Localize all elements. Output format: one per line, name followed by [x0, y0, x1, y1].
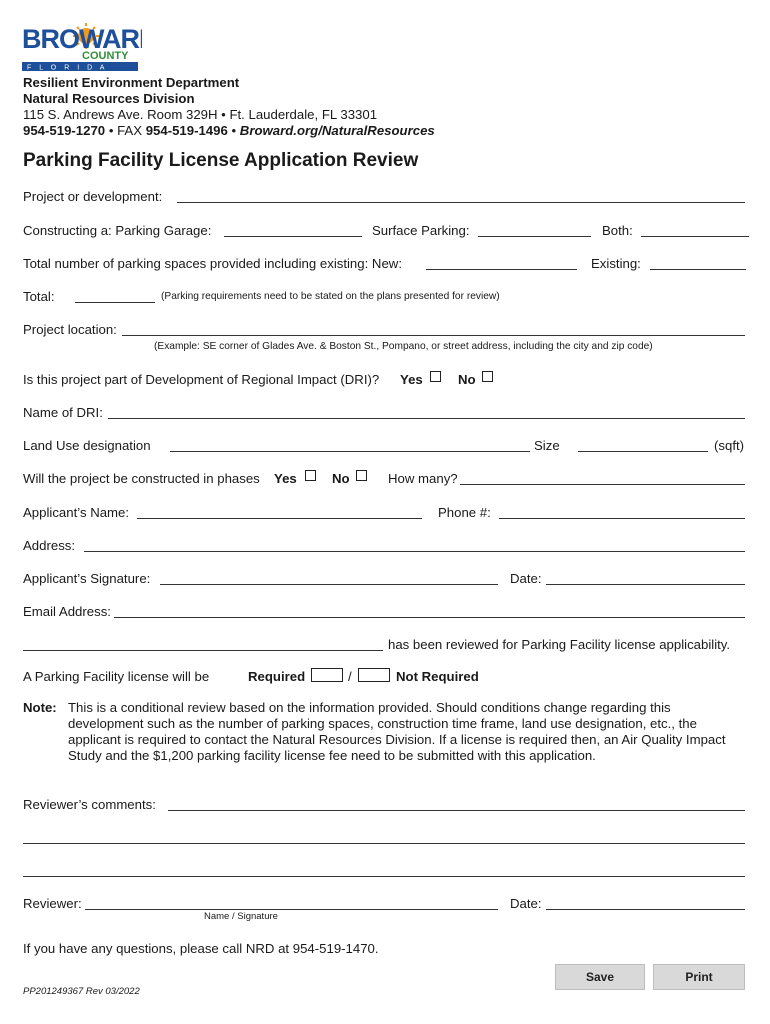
applicant-date-label: Date: — [510, 571, 542, 586]
parking-garage-label: Constructing a: Parking Garage: — [23, 223, 212, 238]
phone-label: Phone #: — [438, 505, 491, 520]
contact-line — [23, 123, 435, 138]
applicant-date-field[interactable] — [546, 584, 745, 585]
print-button[interactable]: Print — [653, 964, 745, 990]
project-field[interactable] — [177, 202, 745, 203]
reviewed-project-field[interactable] — [23, 650, 383, 651]
total-label: Total: — [23, 289, 55, 304]
fax-number: 954-519-1496 — [145, 123, 228, 138]
required-label: Required — [248, 669, 306, 684]
reviewer-date-label: Date: — [510, 896, 542, 911]
address-field[interactable] — [84, 551, 745, 552]
web-separator: • — [231, 123, 237, 138]
dri-no-label: No — [458, 372, 476, 387]
broward-county-logo — [22, 22, 142, 72]
location-example: (Example: SE corner of Glades Ave. & Boston St., Pompano, or street address, including the city and zip code) — [154, 341, 653, 352]
location-field[interactable] — [122, 335, 745, 336]
reviewer-comments-field-3[interactable] — [23, 876, 745, 877]
applicant-name-label: Applicant’s Name: — [23, 505, 130, 520]
land-use-label: Land Use designation — [23, 438, 151, 453]
logo-county: COUNTY — [82, 50, 129, 62]
phases-no-label: No — [332, 471, 350, 486]
parking-garage-field[interactable] — [224, 236, 362, 237]
phone-field[interactable] — [499, 518, 745, 519]
how-many-label: How many? — [388, 471, 458, 486]
dri-name-label: Name of DRI: — [23, 405, 103, 420]
applicant-name-field[interactable] — [137, 518, 422, 519]
reviewer-date-field[interactable] — [546, 909, 745, 910]
address-label: Address: — [23, 538, 76, 553]
location-label: Project location: — [23, 322, 117, 337]
save-button[interactable]: Save — [555, 964, 645, 990]
required-slash: / — [348, 669, 352, 684]
email-field[interactable] — [114, 617, 745, 618]
department-name: Resilient Environment Department — [23, 75, 240, 90]
reviewer-comments-field-2[interactable] — [23, 843, 745, 844]
surface-parking-field[interactable] — [478, 236, 591, 237]
sqft-unit: (sqft) — [714, 438, 745, 453]
dri-question: Is this project part of Development of Regional Impact (DRI)? — [23, 372, 380, 387]
project-label: Project or development: — [23, 189, 163, 204]
reviewer-comments-field-1[interactable] — [168, 810, 745, 811]
office-address: 115 S. Andrews Ave. Room 329H • Ft. Lauderdale, FL 33301 — [23, 107, 378, 122]
logo-state: F L O R I D A — [27, 64, 108, 72]
form-id: PP201249367 Rev 03/2022 — [23, 986, 140, 997]
both-field[interactable] — [641, 236, 749, 237]
page-title: Parking Facility License Application Review — [23, 150, 419, 171]
how-many-field[interactable] — [460, 484, 745, 485]
phases-question: Will the project be constructed in phases — [23, 471, 260, 486]
applicant-signature-field[interactable] — [160, 584, 498, 585]
not-required-label: Not Required — [396, 669, 479, 684]
existing-field[interactable] — [650, 269, 746, 270]
note-text: This is a conditional review based on the information provided. Should conditions change regarding this development such as the number of parking spaces, construction time frame, land use designation, etc., the applicant is required to contact the Natural Resources Division. If a license is required then, an Air Quality Impact Study and the $1,200 parking facility license fee need to be submitted with this application. — [68, 700, 726, 763]
reviewer-field[interactable] — [85, 909, 498, 910]
fax-prefix: • FAX — [108, 123, 143, 138]
note-label: Note: — [23, 700, 57, 715]
questions-text: If you have any questions, please call NRD at 954-519-1470. — [23, 941, 379, 956]
land-use-field[interactable] — [170, 451, 530, 452]
not-required-checkbox[interactable] — [358, 668, 390, 682]
website-link[interactable]: Broward.org/NaturalResources — [239, 123, 435, 138]
size-field[interactable] — [578, 451, 708, 452]
surface-parking-label: Surface Parking: — [372, 223, 470, 238]
new-spaces-field[interactable] — [426, 269, 577, 270]
reviewer-comments-label: Reviewer’s comments: — [23, 797, 156, 812]
license-will-be-label: A Parking Facility license will be — [23, 669, 210, 684]
total-field[interactable] — [75, 302, 155, 303]
phases-yes-label: Yes — [274, 471, 297, 486]
phases-no-checkbox[interactable] — [356, 470, 367, 481]
division-name: Natural Resources Division — [23, 91, 195, 106]
logo-word: BROWAR — [22, 24, 139, 54]
reviewer-label: Reviewer: — [23, 896, 82, 911]
both-label: Both: — [602, 223, 633, 238]
required-checkbox[interactable] — [311, 668, 343, 682]
email-label: Email Address: — [23, 604, 111, 619]
dri-yes-checkbox[interactable] — [430, 371, 441, 382]
dri-name-field[interactable] — [108, 418, 745, 419]
total-note: (Parking requirements need to be stated on the plans presented for review) — [161, 291, 500, 302]
phases-yes-checkbox[interactable] — [305, 470, 316, 481]
size-label: Size — [534, 438, 560, 453]
reviewed-statement: has been reviewed for Parking Facility license applicability. — [388, 637, 731, 652]
existing-label: Existing: — [591, 256, 641, 271]
dri-yes-label: Yes — [400, 372, 423, 387]
name-signature-hint: Name / Signature — [204, 911, 278, 922]
dri-no-checkbox[interactable] — [482, 371, 493, 382]
new-spaces-label: Total number of parking spaces provided including existing: New: — [23, 256, 402, 271]
phone-number: 954-519-1270 — [23, 123, 106, 138]
applicant-signature-label: Applicant’s Signature: — [23, 571, 151, 586]
